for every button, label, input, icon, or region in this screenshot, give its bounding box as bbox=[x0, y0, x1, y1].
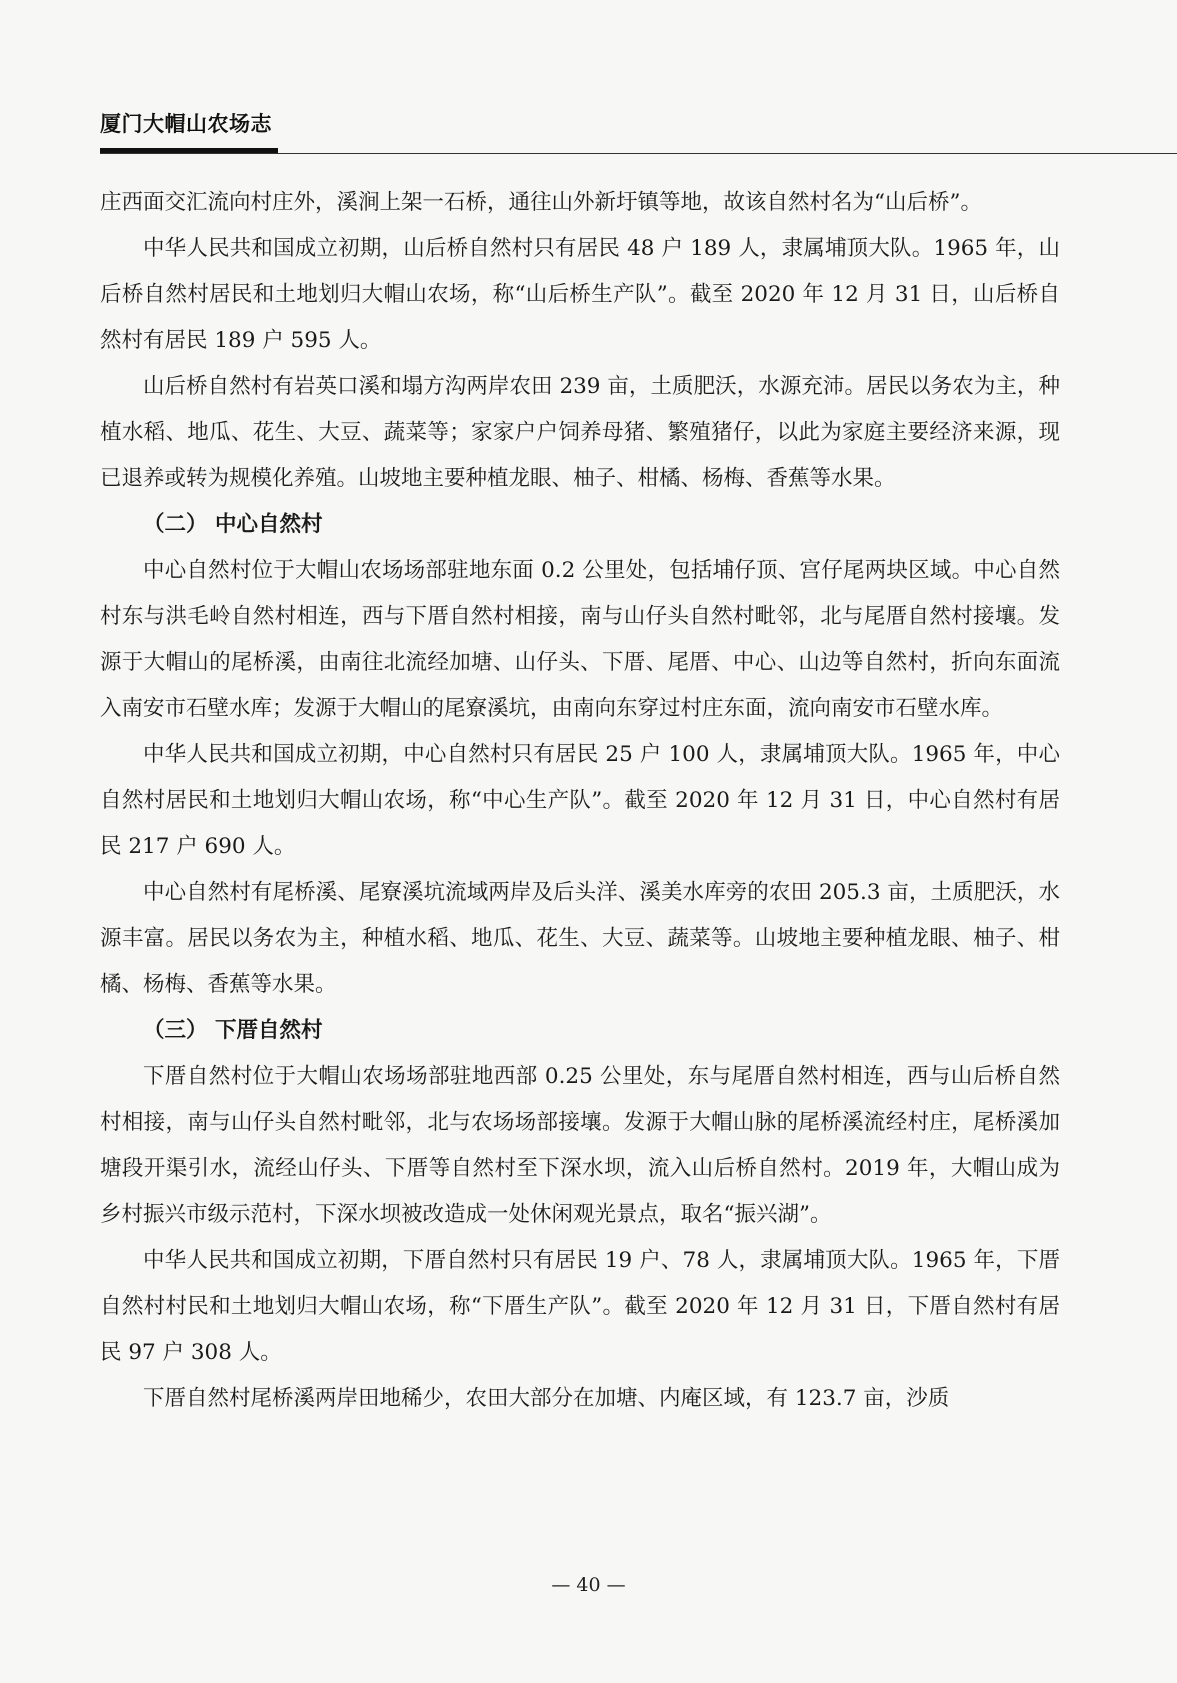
paragraph: 庄西面交汇流向村庄外，溪涧上架一石桥，通往山外新圩镇等地，故该自然村名为“山后桥”。 bbox=[100, 190, 982, 215]
paragraph: 中华人民共和国成立初期，下厝自然村只有居民 19 户、78 人，隶属埔顶大队。1965 年，下厝自然村村民和土地划归大帽山农场，称“下厝生产队”。截至 2020 年 12 月 31 日，下厝自然村有居民 97 户 308 人。 bbox=[100, 1248, 1060, 1365]
paragraph: 下厝自然村尾桥溪两岸田地稀少，农田大部分在加塘、内庵区域，有 123.7 亩，沙质 bbox=[143, 1386, 950, 1411]
paragraph: 中华人民共和国成立初期，山后桥自然村只有居民 48 户 189 人，隶属埔顶大队。1965 年，山后桥自然村居民和土地划归大帽山农场，称“山后桥生产队”。截至 2020 年 12 月 31 日，山后桥自然村有居民 189 户 595 人。 bbox=[100, 236, 1060, 353]
paragraph: 中心自然村位于大帽山农场场部驻地东面 0.2 公里处，包括埔仔顶、宫仔尾两块区域。中心自然村东与洪毛岭自然村相连，西与下厝自然村相接，南与山仔头自然村毗邻，北与尾厝自然村接壤。发源于大帽山的尾桥溪，由南往北流经加塘、山仔头、下厝、尾厝、中心、山边等自然村，折向东面流入南安市石壁水库；发源于大帽山的尾寮溪坑，由南向东穿过村庄东面，流向南安市石壁水库。 bbox=[100, 558, 1060, 721]
header-rule-thin bbox=[100, 153, 1177, 154]
paragraph: 中心自然村有尾桥溪、尾寮溪坑流域两岸及后头洋、溪美水库旁的农田 205.3 亩，土质肥沃，水源丰富。居民以务农为主，种植水稻、地瓜、花生、大豆、蔬菜等。山坡地主要种植龙眼、柚子、柑橘、杨梅、香蕉等水果。 bbox=[100, 880, 1060, 997]
running-header: 厦门大帽山农场志 bbox=[100, 111, 272, 136]
section-heading: （三） 下厝自然村 bbox=[143, 1018, 323, 1043]
paragraph: 山后桥自然村有岩英口溪和塌方沟两岸农田 239 亩，土质肥沃，水源充沛。居民以务农为主，种植水稻、地瓜、花生、大豆、蔬菜等；家家户户饲养母猪、繁殖猪仔，以此为家庭主要经济来源，现已退养或转为规模化养殖。山坡地主要种植龙眼、柚子、柑橘、杨梅、香蕉等水果。 bbox=[100, 374, 1060, 491]
paragraph: 下厝自然村位于大帽山农场场部驻地西部 0.25 公里处，东与尾厝自然村相连，西与山后桥自然村相接，南与山仔头自然村毗邻，北与农场场部接壤。发源于大帽山脉的尾桥溪流经村庄，尾桥溪加塘段开渠引水，流经山仔头、下厝等自然村至下深水坝，流入山后桥自然村。2019 年，大帽山成为乡村振兴市级示范村，下深水坝被改造成一处休闲观光景点，取名“振兴湖”。 bbox=[100, 1064, 1060, 1227]
page-number: — 40 — bbox=[551, 1574, 626, 1596]
paragraph: 中华人民共和国成立初期，中心自然村只有居民 25 户 100 人，隶属埔顶大队。1965 年，中心自然村居民和土地划归大帽山农场，称“中心生产队”。截至 2020 年 12 月 31 日，中心自然村有居民 217 户 690 人。 bbox=[100, 742, 1060, 859]
page-body bbox=[100, 180, 1060, 1422]
section-heading: （二） 中心自然村 bbox=[143, 512, 323, 537]
